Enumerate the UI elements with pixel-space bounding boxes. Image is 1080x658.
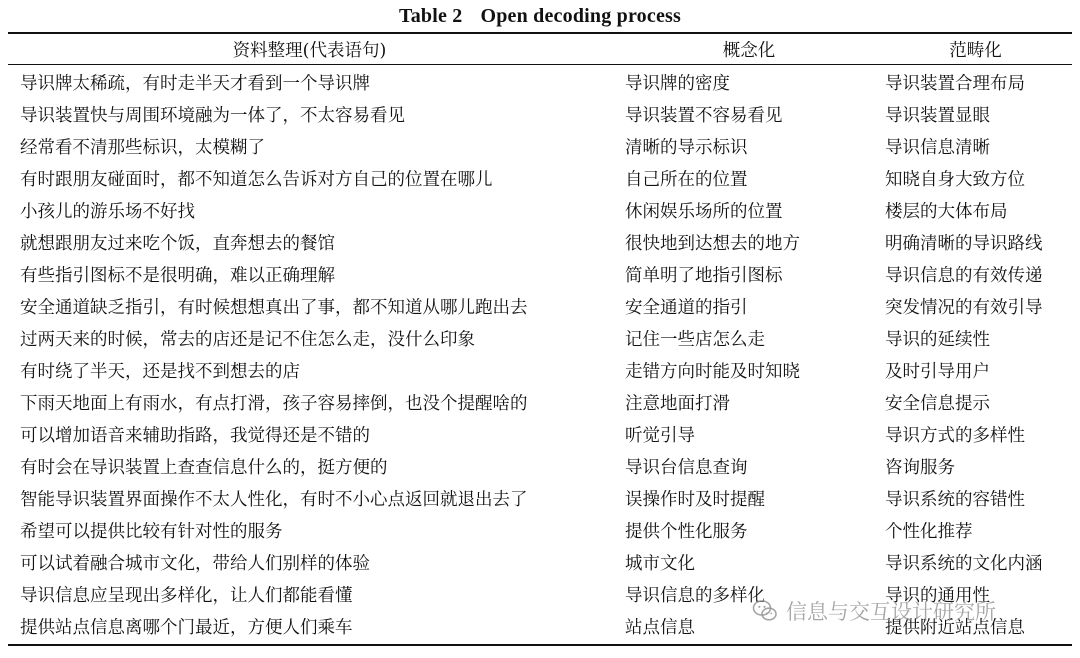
statement-cell: 就想跟朋友过来吃个饭，直奔想去的餐馆 <box>20 233 335 254</box>
concept-cell: 记住一些店怎么走 <box>625 329 765 350</box>
category-cell: 明确清晰的导识路线 <box>885 233 1043 254</box>
category-cell: 个性化推荐 <box>885 521 973 542</box>
table-body <box>8 66 1072 642</box>
statement-cell: 导识装置快与周围环境融为一体了，不太容易看见 <box>20 105 405 126</box>
concept-cell: 站点信息 <box>625 617 695 638</box>
table-row <box>8 546 1072 578</box>
statement-cell: 可以试着融合城市文化，带给人们别样的体验 <box>20 553 370 574</box>
table-row <box>8 354 1072 386</box>
concept-cell: 注意地面打滑 <box>625 393 730 414</box>
category-cell: 突发情况的有效引导 <box>885 297 1043 318</box>
category-cell: 导识系统的容错性 <box>885 489 1025 510</box>
table-row <box>8 322 1072 354</box>
table-row <box>8 418 1072 450</box>
table-row <box>8 450 1072 482</box>
statement-cell: 过两天来的时候，常去的店还是记不住怎么走，没什么印象 <box>20 329 475 350</box>
watermark-text: 信息与交互设计研究所 <box>786 600 996 624</box>
statement-cell: 提供站点信息离哪个门最近，方便人们乘车 <box>20 617 353 638</box>
category-cell: 知晓自身大致方位 <box>885 169 1025 190</box>
concept-cell: 导识信息的多样化 <box>625 585 765 606</box>
table-row <box>8 290 1072 322</box>
category-cell: 导识装置合理布局 <box>885 73 1025 94</box>
table-row <box>8 226 1072 258</box>
concept-cell: 听觉引导 <box>625 425 695 446</box>
category-cell: 导识系统的文化内涵 <box>885 553 1043 574</box>
table-row <box>8 258 1072 290</box>
concept-cell: 提供个性化服务 <box>625 521 748 542</box>
statement-cell: 智能导识装置界面操作不太人性化，有时不小心点返回就退出去了 <box>20 489 528 510</box>
concept-cell: 安全通道的指引 <box>625 297 748 318</box>
header-concept: 概念化 <box>722 40 776 61</box>
table-header-row <box>8 34 1072 64</box>
statement-cell: 下雨天地面上有雨水，有点打滑，孩子容易摔倒，也没个提醒啥的 <box>20 393 528 414</box>
statement-cell: 经常看不清那些标识，太模糊了 <box>20 137 265 158</box>
table-row <box>8 514 1072 546</box>
concept-cell: 简单明了地指引图标 <box>625 265 783 286</box>
statement-cell: 有时会在导识装置上查查信息什么的，挺方便的 <box>20 457 388 478</box>
category-cell: 安全信息提示 <box>885 393 990 414</box>
concept-cell: 自己所在的位置 <box>625 169 748 190</box>
category-cell: 及时引导用户 <box>885 361 990 382</box>
statement-cell: 有些指引图标不是很明确，难以正确理解 <box>20 265 335 286</box>
concept-cell: 很快地到达想去的地方 <box>625 233 800 254</box>
concept-cell: 导识台信息查询 <box>625 457 748 478</box>
concept-cell: 走错方向时能及时知晓 <box>625 361 800 382</box>
statement-cell: 导识信息应呈现出多样化，让人们都能看懂 <box>20 585 353 606</box>
statement-cell: 有时绕了半天，还是找不到想去的店 <box>20 361 300 382</box>
statement-cell: 希望可以提供比较有针对性的服务 <box>20 521 283 542</box>
category-cell: 咨询服务 <box>885 457 955 478</box>
table-row <box>8 98 1072 130</box>
table-row <box>8 66 1072 98</box>
statement-cell: 有时跟朋友碰面时，都不知道怎么告诉对方自己的位置在哪儿 <box>20 169 493 190</box>
concept-cell: 误操作时及时提醒 <box>625 489 765 510</box>
table-caption <box>0 4 1080 28</box>
statement-cell: 导识牌太稀疏，有时走半天才看到一个导识牌 <box>20 73 370 94</box>
statement-cell: 小孩儿的游乐场不好找 <box>20 201 195 222</box>
table-header-rule <box>8 64 1072 65</box>
concept-cell: 导识装置不容易看见 <box>625 105 783 126</box>
header-statement: 资料整理(代表语句) <box>232 40 387 61</box>
table-bottom-rule <box>8 644 1072 646</box>
category-cell: 导识信息清晰 <box>885 137 990 158</box>
header-category: 范畴化 <box>949 40 1002 61</box>
concept-cell: 休闲娱乐场所的位置 <box>625 201 783 222</box>
table-row <box>8 194 1072 226</box>
table-row <box>8 130 1072 162</box>
statement-cell: 安全通道缺乏指引，有时候想想真出了事，都不知道从哪儿跑出去 <box>20 297 528 318</box>
concept-cell: 清晰的导示标识 <box>625 137 748 158</box>
concept-cell: 城市文化 <box>625 553 695 574</box>
table-row <box>8 610 1072 642</box>
category-cell: 导识方式的多样性 <box>885 425 1025 446</box>
category-cell: 导识的延续性 <box>885 329 990 350</box>
category-cell: 导识的通用性 <box>885 585 990 606</box>
category-cell: 楼层的大体布局 <box>885 201 1008 222</box>
table-row <box>8 482 1072 514</box>
table-row <box>8 578 1072 610</box>
table-row <box>8 386 1072 418</box>
table-label: Table 2 <box>399 5 463 27</box>
category-cell: 导识装置显眼 <box>885 105 990 126</box>
concept-cell: 导识牌的密度 <box>625 73 730 94</box>
statement-cell: 可以增加语音来辅助指路，我觉得还是不错的 <box>20 425 370 446</box>
table-title: Open decoding process <box>480 5 681 27</box>
category-cell: 导识信息的有效传递 <box>885 265 1043 286</box>
category-cell: 提供附近站点信息 <box>885 617 1025 638</box>
table-row <box>8 162 1072 194</box>
